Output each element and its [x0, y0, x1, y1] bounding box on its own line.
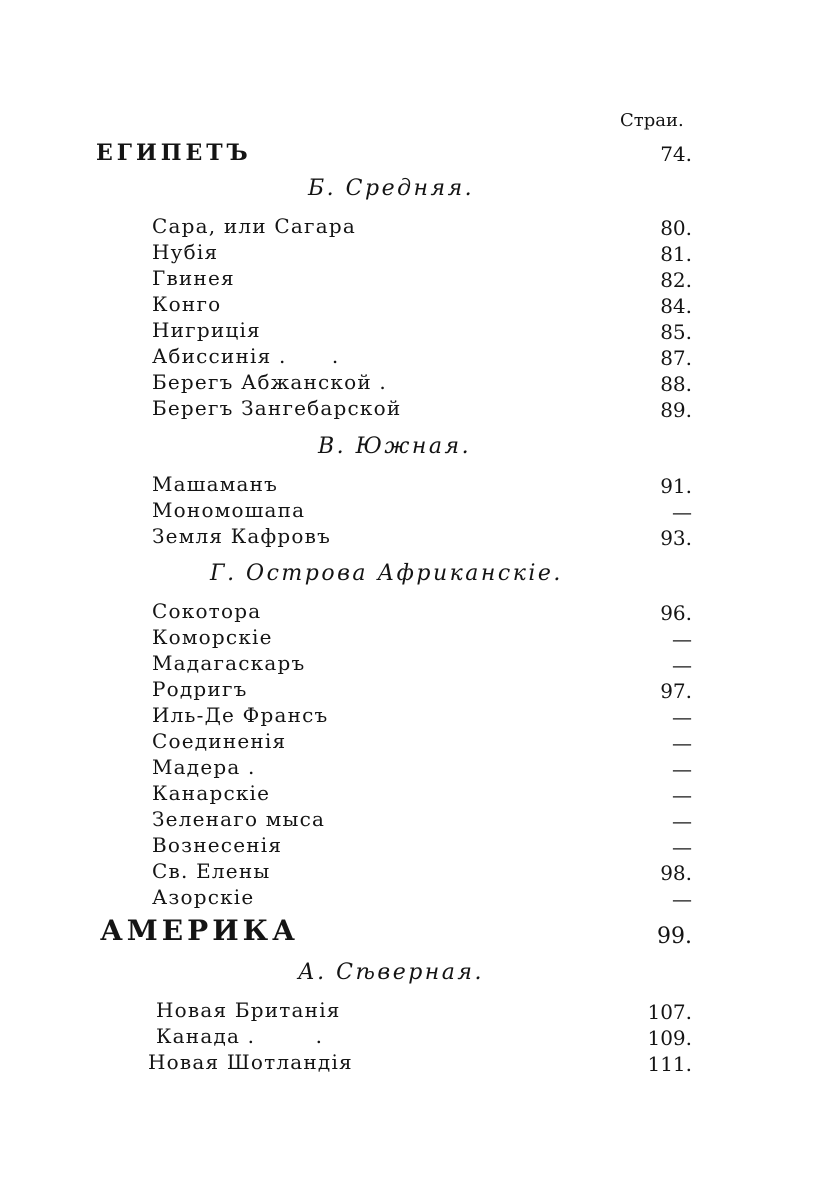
major-heading-egypt: ЕГИПЕТЪ	[96, 140, 252, 166]
toc-entry-name: Земля Кафровъ	[152, 524, 332, 548]
toc-entry-page: 88.	[660, 372, 692, 396]
toc-entry-name: Вознесенія	[152, 833, 283, 857]
toc-entry-page: 85.	[660, 320, 692, 344]
toc-entry-name: Канарскіе	[152, 781, 271, 805]
toc-entry-page: 91.	[660, 474, 692, 498]
toc-entry-page: 84.	[660, 294, 692, 318]
toc-entry-page: —	[672, 835, 692, 859]
toc-entry-page: 82.	[660, 268, 692, 292]
section-heading-south: В. Южная.	[318, 434, 472, 459]
toc-entry-page: —	[672, 757, 692, 781]
toc-entry-page: 109.	[647, 1026, 692, 1050]
toc-entry-name: Иль-Де Франсъ	[152, 703, 329, 727]
toc-entry-page: 93.	[660, 526, 692, 550]
toc-entry-name: Абиссинія . .	[152, 344, 340, 368]
page-column-label: Страи.	[620, 110, 684, 131]
toc-entry-name: Мономошапа	[152, 498, 306, 522]
toc-entry-name: Коморскіе	[152, 625, 273, 649]
toc-entry-page: —	[672, 653, 692, 677]
toc-entry-page: 87.	[660, 346, 692, 370]
toc-entry-page: —	[672, 809, 692, 833]
toc-entry-name: Нубія	[152, 240, 219, 264]
toc-entry-name: Берегъ Зангебарской	[152, 396, 402, 420]
toc-entry-page: 97.	[660, 679, 692, 703]
toc-entry-page: 107.	[647, 1000, 692, 1024]
toc-entry-page: 81.	[660, 242, 692, 266]
major-heading-america: АМЕРИКА	[100, 914, 299, 947]
toc-entry-name: Зеленаго мыса	[152, 807, 326, 831]
toc-entry-page: 89.	[660, 398, 692, 422]
toc-entry-page: —	[672, 731, 692, 755]
major-heading-america-page: 99.	[657, 924, 692, 949]
toc-entry-name: Конго	[152, 292, 222, 316]
toc-entry-page: —	[672, 627, 692, 651]
toc-entry-name: Соединенія	[152, 729, 287, 753]
section-heading-islands: Г. Острова Африканскіе.	[210, 561, 563, 586]
toc-entry-name: Азорскіе	[152, 885, 255, 909]
toc-entry-page: 98.	[660, 861, 692, 885]
toc-entry-name: Мадагаскаръ	[152, 651, 306, 675]
toc-entry-name: Сара, или Сагара	[152, 214, 356, 238]
toc-entry-name: Мадера .	[152, 755, 256, 779]
toc-entry-name: Новая Шотландія	[148, 1050, 353, 1074]
toc-entry-page: —	[672, 500, 692, 524]
toc-entry-name: Св. Елены	[152, 859, 271, 883]
toc-entry-name: Сокотора	[152, 599, 262, 623]
toc-entry-page: 80.	[660, 216, 692, 240]
toc-entry-page: 96.	[660, 601, 692, 625]
toc-entry-page: —	[672, 705, 692, 729]
toc-entry-name: Канада . .	[156, 1024, 324, 1048]
toc-entry-name: Берегъ Абжанской .	[152, 370, 387, 394]
toc-entry-page: —	[672, 783, 692, 807]
toc-entry-name: Нигриція	[152, 318, 261, 342]
section-heading-middle: Б. Средняя.	[308, 176, 475, 201]
toc-entry-name: Новая Британія	[156, 998, 341, 1022]
major-heading-egypt-page: 74.	[660, 142, 692, 166]
toc-entry-page: —	[672, 887, 692, 911]
toc-entry-name: Машаманъ	[152, 472, 279, 496]
section-heading-north: А. Сѣверная.	[298, 960, 484, 985]
toc-entry-name: Родригъ	[152, 677, 248, 701]
toc-entry-name: Гвинея	[152, 266, 235, 290]
toc-entry-page: 111.	[647, 1052, 692, 1076]
